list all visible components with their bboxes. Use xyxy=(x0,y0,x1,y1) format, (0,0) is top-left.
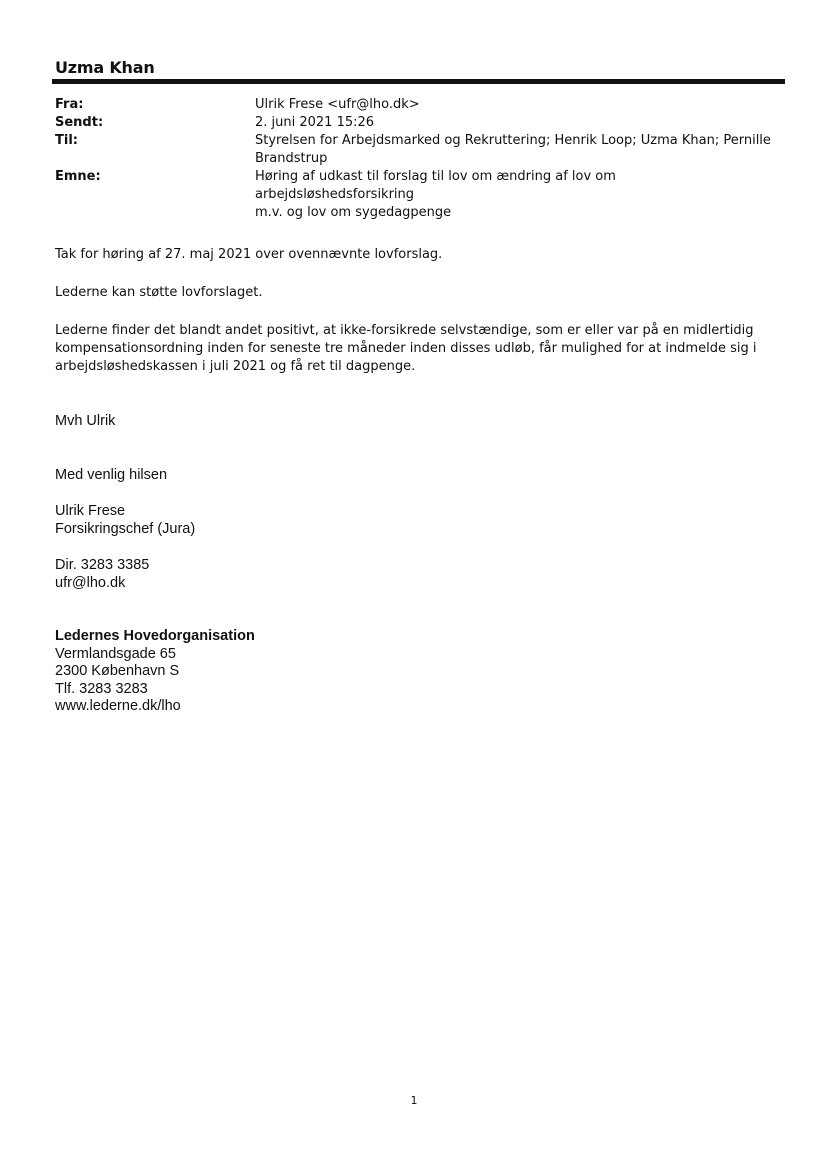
signature-title: Forsikringschef (Jura) xyxy=(55,520,196,537)
signature-direct-phone: Dir. 3283 3385 xyxy=(55,557,150,573)
from-value: Ulrik Frese <ufr@lho.dk> xyxy=(255,97,420,112)
to-value-line: Brandstrup xyxy=(255,151,328,166)
page-number: 1 xyxy=(410,1094,418,1107)
organisation-city: 2300 København S xyxy=(55,663,180,679)
organisation-phone: Tlf. 3283 3283 xyxy=(55,680,148,697)
subject-value xyxy=(255,168,775,222)
organisation-name: Ledernes Hovedorganisation xyxy=(55,628,255,644)
signature-person xyxy=(55,503,555,538)
to-value-line: Styrelsen for Arbejdsmarked og Rekruttering; Henrik Loop; Uzma Khan; Pernille xyxy=(255,133,771,148)
subject-label: Emne: xyxy=(55,169,101,184)
from-label: Fra: xyxy=(55,97,84,112)
subject-row xyxy=(55,168,775,222)
sent-value: 2. juni 2021 15:26 xyxy=(255,115,375,130)
body-paragraph-details xyxy=(55,322,775,376)
body-line: kompensationsordning inden for seneste tre måneder inden disses udløb, får mulighed for at indmelde sig i xyxy=(55,341,757,356)
to-value xyxy=(255,132,775,168)
signature-contact xyxy=(55,557,555,592)
subject-value-line: Høring af udkast til forslag til lov om ændring af lov om arbejdsløshedsforsikring xyxy=(255,169,616,202)
body-line: Lederne finder det blandt andet positivt, at ikke-forsikrede selvstændige, som er eller var på en midlertidig xyxy=(55,323,754,338)
body-line: arbejdsløshedskassen i juli 2021 og få ret til dagpenge. xyxy=(55,359,416,374)
sent-row xyxy=(55,114,775,132)
header-divider xyxy=(52,79,785,84)
body-paragraph-thanks: Tak for høring af 27. maj 2021 over ovennævnte lovforslag. xyxy=(55,247,443,262)
signature-email: ufr@lho.dk xyxy=(55,574,126,591)
from-row xyxy=(55,96,775,114)
signature-organisation xyxy=(55,628,555,716)
closing-short: Mvh Ulrik xyxy=(55,413,116,429)
mailbox-owner-name: Uzma Khan xyxy=(55,58,155,77)
email-header-block xyxy=(55,96,775,222)
subject-value-line: m.v. og lov om sygedagpenge xyxy=(255,205,452,220)
organisation-website: www.lederne.dk/lho xyxy=(55,698,181,714)
body-paragraph-support: Lederne kan støtte lovforslaget. xyxy=(55,285,263,300)
organisation-street: Vermlandsgade 65 xyxy=(55,645,176,662)
sent-label: Sendt: xyxy=(55,115,104,130)
closing-greeting: Med venlig hilsen xyxy=(55,467,168,483)
to-row xyxy=(55,132,775,168)
to-label: Til: xyxy=(55,133,78,148)
signature-name: Ulrik Frese xyxy=(55,503,126,519)
